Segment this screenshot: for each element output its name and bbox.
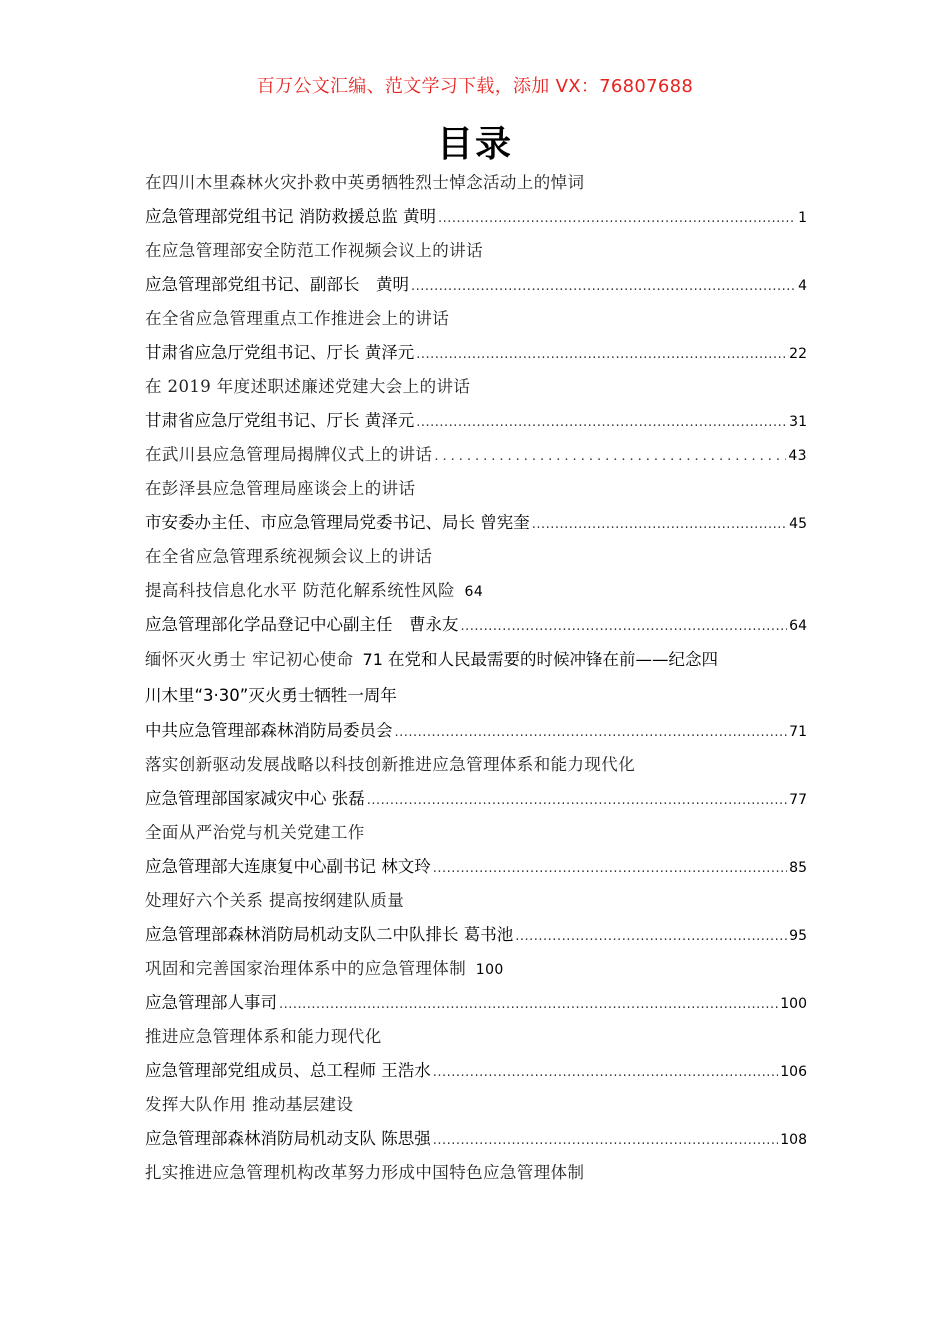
toc-dot-leader [416, 406, 787, 438]
toc-entry[interactable] [145, 1054, 807, 1088]
toc-page-number: 43 [788, 448, 807, 464]
toc-entry[interactable] [145, 714, 807, 748]
toc-entry-text: 应急管理部党组书记、副部长 黄明 [145, 275, 409, 294]
toc-page-number: 1 [798, 210, 807, 226]
toc-page-number: 31 [789, 414, 807, 430]
toc-inline-page: 71 [362, 650, 383, 669]
toc-dot-leader [532, 508, 787, 540]
toc-title-line: 在全省应急管理系统视频会议上的讲话 [145, 547, 433, 566]
toc-page-number: 95 [789, 928, 807, 944]
toc-entry-text: 应急管理部森林消防局机动支队二中队排长 葛书池 [145, 925, 514, 944]
toc-title-line: 川木里“3·30”灭火勇士牺牲一周年 [145, 686, 397, 705]
toc-page-number: 106 [780, 1064, 807, 1080]
toc-page-number: 64 [789, 618, 807, 634]
toc-page-number: 4 [798, 278, 807, 294]
toc-title-line: 在应急管理部安全防范工作视频会议上的讲话 [145, 241, 483, 260]
toc-entry[interactable] [145, 268, 807, 302]
toc-title-line: 处理好六个关系 提高按纲建队质量 [145, 891, 405, 910]
toc-title-line [145, 574, 807, 608]
toc-entry[interactable] [145, 506, 807, 540]
toc-title-text: 巩固和完善国家治理体系中的应急管理体制 [145, 959, 467, 978]
toc-dot-leader [433, 852, 787, 884]
toc-title-line [145, 952, 807, 986]
toc-inline-page: 64 [464, 584, 484, 600]
toc-dot-leader [438, 202, 796, 234]
promo-banner: 百万公文汇编、范文学习下载，添加 VX：76807688 [256, 76, 694, 97]
page-title: 目录 [436, 124, 513, 165]
toc-dot-leader [411, 270, 796, 302]
toc-title-line [145, 642, 807, 678]
toc-entry[interactable] [145, 918, 807, 952]
toc-title-text: 在党和人民最需要的时候冲锋在前——纪念四 [388, 650, 718, 669]
toc-dot-leader [434, 440, 786, 472]
toc-title-line: 发挥大队作用 推动基层建设 [145, 1095, 354, 1114]
toc-entry-text: 应急管理部化学品登记中心副主任 曹永友 [145, 615, 459, 634]
toc-entry[interactable] [145, 608, 807, 642]
toc-page-number: 45 [789, 516, 807, 532]
toc-entry-text: 应急管理部党组书记 消防救援总监 黄明 [145, 207, 436, 226]
toc-entry[interactable] [145, 986, 807, 1020]
toc-title-line: 在彭泽县应急管理局座谈会上的讲话 [145, 479, 416, 498]
toc-entry-text: 甘肃省应急厅党组书记、厅长 黄泽元 [145, 343, 415, 362]
toc-entry-text: 中共应急管理部森林消防局委员会 [145, 721, 393, 740]
toc-dot-leader [515, 920, 787, 952]
table-of-contents [145, 166, 807, 1190]
toc-dot-leader [433, 1056, 779, 1088]
toc-page-number: 100 [780, 996, 807, 1012]
toc-dot-leader [433, 1124, 779, 1156]
toc-title-line: 扎实推进应急管理机构改革努力形成中国特色应急管理体制 [145, 1163, 585, 1182]
toc-dot-leader [461, 610, 788, 642]
toc-dot-leader [279, 988, 778, 1020]
toc-page-number: 85 [789, 860, 807, 876]
toc-entry-text: 市安委办主任、市应急管理局党委书记、局长 曾宪奎 [145, 513, 530, 532]
toc-entry-text: 应急管理部国家减灾中心 张磊 [145, 789, 365, 808]
toc-title-line: 在全省应急管理重点工作推进会上的讲话 [145, 309, 450, 328]
toc-entry[interactable] [145, 850, 807, 884]
toc-title-line: 在四川木里森林火灾扑救中英勇牺牲烈士悼念活动上的悼词 [145, 173, 585, 192]
toc-title-line: 全面从严治党与机关党建工作 [145, 823, 365, 842]
toc-entry-text: 应急管理部党组成员、总工程师 王浩水 [145, 1061, 431, 1080]
toc-entry-text: 甘肃省应急厅党组书记、厅长 黄泽元 [145, 411, 415, 430]
toc-entry[interactable] [145, 404, 807, 438]
toc-dot-leader [367, 784, 787, 816]
toc-entry[interactable] [145, 782, 807, 816]
toc-title-line: 推进应急管理体系和能力现代化 [145, 1027, 382, 1046]
toc-entry-text: 应急管理部森林消防局机动支队 陈思强 [145, 1129, 431, 1148]
toc-inline-page: 100 [475, 962, 504, 978]
toc-entry[interactable] [145, 336, 807, 370]
toc-dot-leader [416, 338, 787, 370]
toc-title-line: 在 2019 年度述职述廉述党建大会上的讲话 [145, 377, 471, 396]
toc-entry[interactable] [145, 1122, 807, 1156]
toc-page-number: 108 [780, 1132, 807, 1148]
toc-title-text: 缅怀灭火勇士 牢记初心使命 [145, 650, 354, 669]
toc-entry[interactable] [145, 438, 807, 472]
toc-dot-leader [395, 716, 788, 748]
toc-title-line: 落实创新驱动发展战略以科技创新推进应急管理体系和能力现代化 [145, 755, 636, 774]
toc-entry-text: 应急管理部人事司 [145, 993, 277, 1012]
toc-entry-text: 在武川县应急管理局揭牌仪式上的讲话 [145, 445, 433, 464]
toc-page-number: 77 [789, 792, 807, 808]
toc-page-number: 71 [789, 724, 807, 740]
toc-page-number: 22 [789, 346, 807, 362]
toc-entry-text: 应急管理部大连康复中心副书记 林文玲 [145, 857, 431, 876]
toc-title-text: 提高科技信息化水平 防范化解系统性风险 [145, 581, 455, 600]
toc-entry[interactable] [145, 200, 807, 234]
